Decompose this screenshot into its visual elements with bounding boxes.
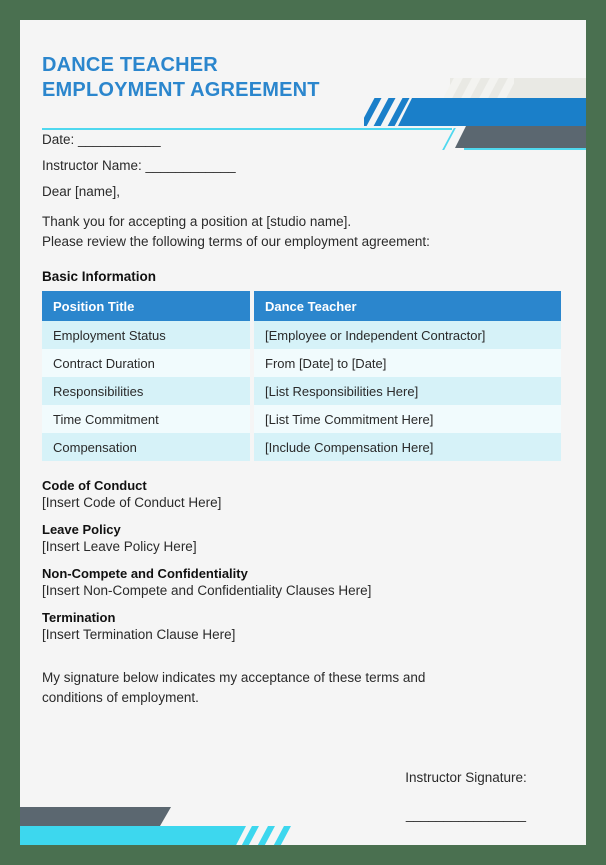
intro-paragraph: [42, 212, 564, 251]
date-field: Date: ___________: [42, 132, 161, 147]
clause-body: [Insert Code of Conduct Here]: [42, 495, 222, 511]
clause-body: [Insert Termination Clause Here]: [42, 627, 236, 643]
header-cyan-rule: [42, 128, 452, 130]
closing-paragraph: [42, 668, 564, 707]
document-page: [20, 20, 586, 845]
header-blue-band: [412, 98, 586, 126]
table-header-dance-teacher: Dance Teacher: [254, 291, 561, 321]
row-label: Responsibilities: [42, 377, 250, 405]
title-line-1: DANCE TEACHER: [42, 54, 218, 76]
basic-information-heading: Basic Information: [42, 269, 157, 285]
header-gray-slash-icon: [444, 78, 514, 98]
row-value: [Employee or Independent Contractor]: [254, 321, 561, 349]
signature-label: Instructor Signature:: [405, 770, 527, 785]
table-row: [42, 349, 561, 377]
basic-information-table: [42, 291, 561, 461]
footer-cyan-band: [20, 826, 232, 845]
row-value: From [Date] to [Date]: [254, 349, 561, 377]
clause-code-of-conduct: [42, 478, 564, 510]
table-row: [42, 377, 561, 405]
page-title: [42, 53, 320, 103]
clause-body: [Insert Non-Compete and Confidentiality Clauses Here]: [42, 583, 372, 599]
row-label: Employment Status: [42, 321, 250, 349]
table-header-position-title: Position Title: [42, 291, 250, 321]
footer-dark-band: [20, 807, 160, 826]
table-header-row: [42, 291, 561, 321]
instructor-name-field: Instructor Name: ____________: [42, 158, 236, 173]
row-value: [Include Compensation Here]: [254, 433, 561, 461]
clause-title: Leave Policy: [42, 522, 121, 538]
row-label: Time Commitment: [42, 405, 250, 433]
greeting-line: Dear [name],: [42, 184, 121, 199]
document-body: [42, 132, 564, 707]
signature-block: [366, 770, 566, 822]
row-value: [List Responsibilities Here]: [254, 377, 561, 405]
row-value: [List Time Commitment Here]: [254, 405, 561, 433]
table-row: [42, 433, 561, 461]
closing-line-1: My signature below indicates my acceptance of these terms and: [42, 670, 426, 686]
clause-termination: [42, 610, 564, 642]
intro-line-1: Thank you for accepting a position at [studio name].: [42, 214, 352, 229]
title-line-2: EMPLOYMENT AGREEMENT: [42, 79, 320, 101]
closing-line-2: conditions of employment.: [42, 689, 199, 705]
table-row: [42, 405, 561, 433]
row-label: Contract Duration: [42, 349, 250, 377]
clause-title: Non-Compete and Confidentiality: [42, 566, 248, 582]
intro-line-2: Please review the following terms of our employment agreement:: [42, 233, 430, 249]
row-label: Compensation: [42, 433, 250, 461]
signature-line[interactable]: ________________: [405, 807, 527, 822]
footer-cyan-slash-icon: [242, 826, 298, 845]
table-row: [42, 321, 561, 349]
clause-leave-policy: [42, 522, 564, 554]
clause-body: [Insert Leave Policy Here]: [42, 539, 197, 555]
clause-non-compete-confidentiality: [42, 566, 564, 598]
clause-title: Code of Conduct: [42, 478, 147, 494]
clause-title: Termination: [42, 610, 116, 626]
